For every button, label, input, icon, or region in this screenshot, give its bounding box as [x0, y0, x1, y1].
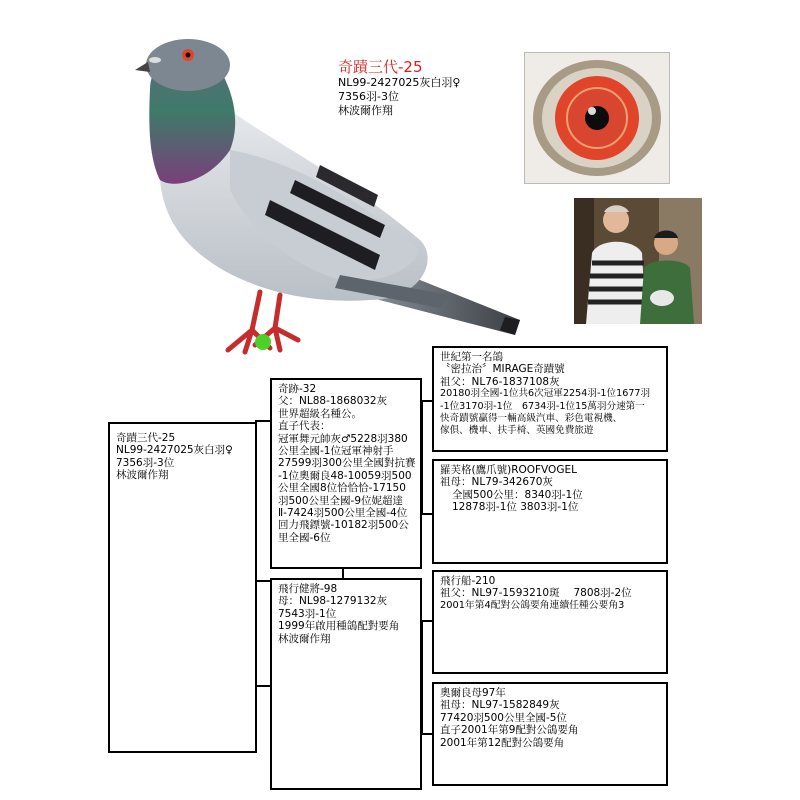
- header-line: 7356羽-3位: [338, 90, 399, 103]
- dam-line: 7543羽-1位: [278, 607, 337, 620]
- ds-line: 飛行船-210: [440, 575, 496, 587]
- sire-line: 直子代表：: [278, 420, 331, 433]
- sire-line: 羽500公里全國-9位妮超達: [278, 494, 404, 507]
- header-block: [338, 58, 460, 118]
- sire-line: 世界超級名種公。: [278, 407, 362, 420]
- dam-line: 飛行健將-98: [278, 583, 338, 595]
- dd-line: 77420羽500公里全國-5位: [440, 711, 567, 724]
- pedigree-dam-dam-box: [432, 682, 668, 786]
- ss-line: 〝密拉治〞MIRAGE奇蹟號: [440, 363, 565, 376]
- sire-line: 回力飛鏢號-10182羽500公: [278, 519, 409, 532]
- sire-line: 父：NL88-1868032灰: [278, 395, 388, 408]
- dd-line: 直子2001年第9配對公鴿要角: [440, 724, 579, 737]
- sire-line: 奇跡-32: [278, 383, 317, 395]
- eye-photo: [524, 52, 670, 184]
- breeder-photo: [574, 198, 702, 324]
- dam-line: 母：NL98-1279132灰: [278, 595, 388, 608]
- ds-line: 2001年第4配對公鴿要角連續任種公要角3: [440, 599, 625, 611]
- sd-line: 祖母：NL79-342670灰: [440, 476, 553, 489]
- sd-line: 全國500公里：8340羽-1位: [452, 488, 583, 501]
- pedigree-sire-dam-box: [432, 459, 668, 564]
- subject-line: 奇蹟三代-25: [116, 432, 176, 444]
- pedigree-dam-sire-box: [432, 570, 668, 674]
- sire-line: 公里全國8位恰恰恰-17150: [278, 482, 406, 495]
- subject-line: NL99-2427025灰白羽♀: [116, 444, 233, 457]
- pedigree-sire-sire-box: [432, 346, 668, 452]
- dam-line: 林波爾作翔: [278, 632, 331, 645]
- sire-line: 里全國-6位: [278, 531, 331, 544]
- ds-line: 祖父：NL97-1593210斑 7808羽-2位: [440, 587, 632, 600]
- dam-line: 1999年啟用種鴿配對要角: [278, 620, 400, 633]
- subject-line: 林波爾作翔: [116, 469, 169, 482]
- dd-line: 奧爾良母97年: [440, 687, 506, 699]
- ss-line: 祖父：NL76-1837108灰: [440, 375, 560, 388]
- dd-line: 祖母：NL97-1582849灰: [440, 699, 560, 712]
- ss-line: -1位3170羽-1位 6734羽-1位15萬羽分速第一: [440, 400, 645, 412]
- ss-line: 世紀第一名鴿: [440, 351, 503, 363]
- sire-line: -1位奧爾良48-10059羽500: [278, 469, 412, 482]
- ss-line: 20180羽全國-1位共6次冠軍2254羽-1位1677羽: [440, 388, 651, 400]
- connector: [255, 580, 271, 582]
- sire-line: 公里全國-1位冠軍神射手: [278, 445, 394, 458]
- pigeon-photo: [120, 30, 540, 370]
- connector: [255, 685, 271, 687]
- subject-line: 7356羽-3位: [116, 456, 175, 469]
- sd-line: 12878羽-1位 3803羽-1位: [452, 501, 579, 514]
- pedigree-subject-box: [108, 422, 257, 753]
- header-title: 奇蹟三代-25: [338, 58, 423, 76]
- sd-line: 羅芙格(鷹爪號)ROOFVOGEL: [440, 464, 577, 476]
- connector: [255, 420, 271, 422]
- dd-line: 2001年第12配對公鴿要角: [440, 736, 565, 749]
- header-line: NL99-2427025灰白羽♀: [338, 76, 461, 89]
- sire-line: 冠軍舞元帥灰♂5228羽380: [278, 432, 408, 445]
- ss-line: 快奇蹟號贏得一輛高級汽車、彩色電視機、: [440, 413, 623, 425]
- pedigree-dam-box: [270, 578, 422, 790]
- header-line: 林波爾作翔: [338, 104, 393, 117]
- sire-line: 27599羽300公里全國對抗賽: [278, 457, 416, 470]
- pedigree-sire-box: [270, 378, 422, 569]
- sire-line: Ⅱ-7424羽500公里全國-4位: [278, 507, 408, 520]
- ss-line: 傢俱、機車、扶手椅、英國免費旅遊: [440, 425, 594, 437]
